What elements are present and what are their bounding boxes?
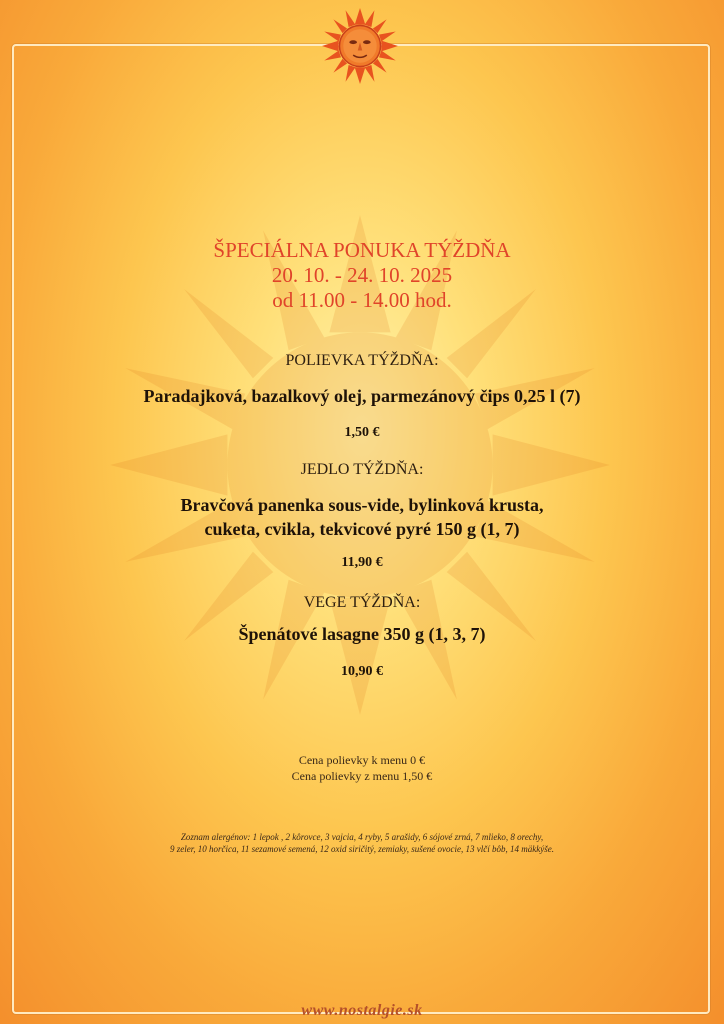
soup-price-note: [0, 752, 724, 784]
offer-header: [0, 238, 724, 313]
allergen-list: [0, 831, 724, 855]
offer-hours: od 11.00 - 14.00 hod.: [272, 288, 452, 312]
soup-price: 1,50 €: [344, 425, 380, 440]
main-dish-price: 11,90 €: [341, 555, 383, 570]
offer-dates: 20. 10. - 24. 10. 2025: [271, 263, 453, 287]
main-dish-name-line2: cuketa, cvikla, tekvicové pyré 150 g (1, 7): [204, 519, 520, 539]
allergen-line-1: Zoznam alergénov: 1 lepok , 2 kôrovce, 3 vajcia, 4 ryby, 5 arašidy, 6 sójové zrná, 7 mlieko, 8 orechy,: [180, 832, 544, 842]
vege-label: VEGE TÝŽDŇA:: [303, 594, 421, 611]
main-dish-label: JEDLO TÝŽDŇA:: [300, 461, 424, 478]
vege-name: Špenátové lasagne 350 g (1, 3, 7): [238, 624, 486, 644]
soup-price-with-menu: Cena polievky k menu 0 €: [298, 753, 426, 767]
vege-price: 10,90 €: [341, 664, 383, 679]
website-link[interactable]: www.nostalgie.sk: [301, 1002, 423, 1019]
offer-title: ŠPECIÁLNA PONUKA TÝŽDŇA: [213, 238, 511, 262]
soup-label: POLIEVKA TÝŽDŇA:: [285, 352, 439, 369]
soup-name: Paradajková, bazalkový olej, parmezánový čips 0,25 l (7): [143, 386, 581, 406]
allergen-line-2: 9 zeler, 10 horčica, 11 sezamové semená, 12 oxid siričitý, zemiaky, sušené ovocie, 13 vlčí bôb, 14 mäkkýše.: [170, 844, 554, 854]
soup-price-without-menu: Cena polievky z menu 1,50 €: [291, 769, 433, 783]
main-dish-name: [0, 493, 724, 541]
main-dish-name-line1: Bravčová panenka sous-vide, bylinková krusta,: [180, 495, 544, 515]
